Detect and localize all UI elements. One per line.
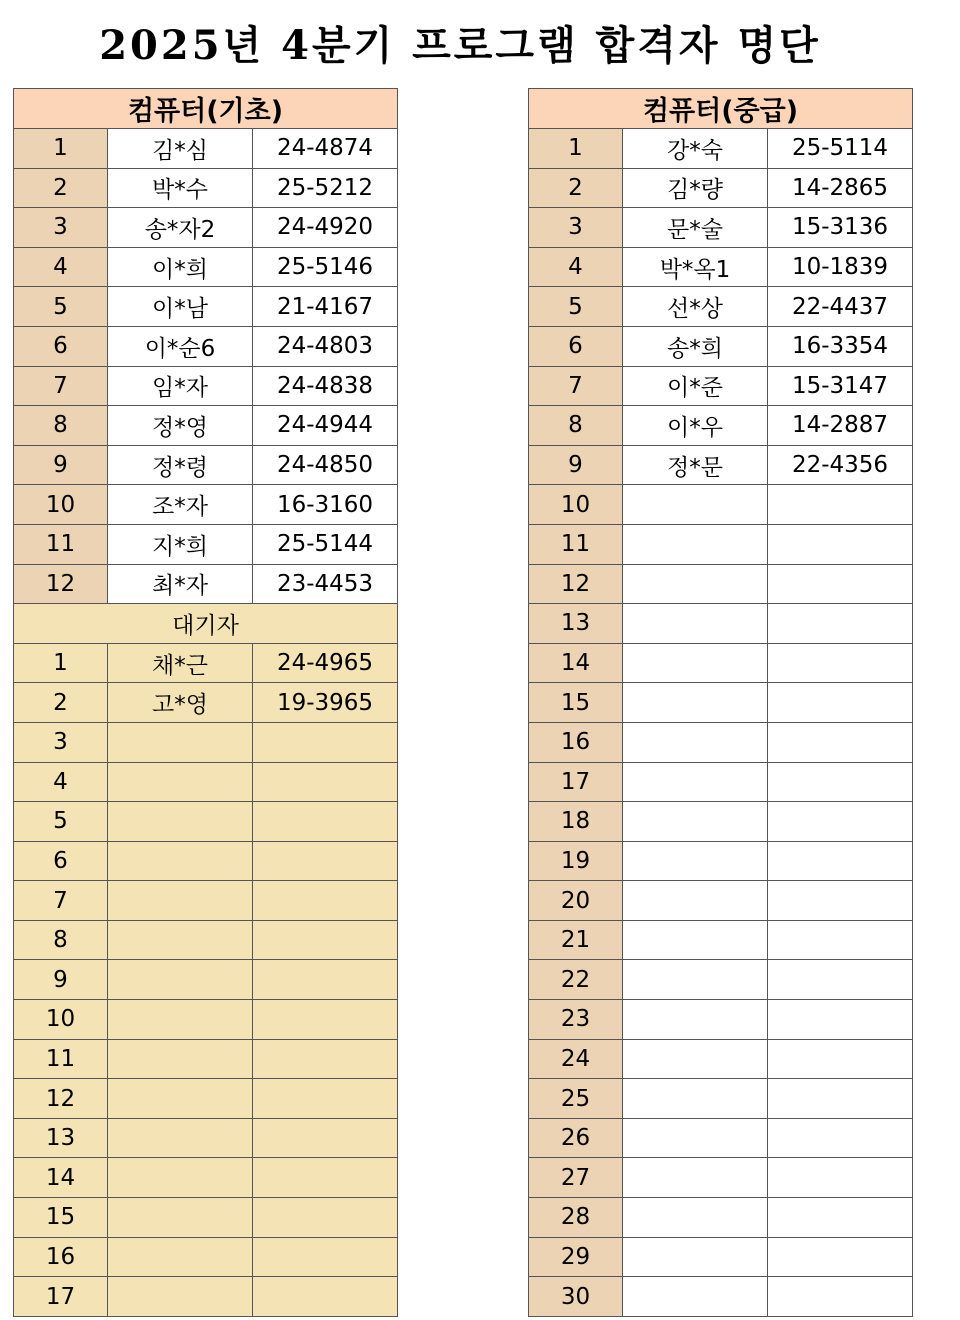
member-id: 22-4356: [768, 445, 913, 485]
member-id: 24-4850: [253, 445, 398, 485]
table-row: [14, 1198, 398, 1238]
applicant-name: [623, 1237, 768, 1277]
applicant-name: [108, 1039, 253, 1079]
table-row: [14, 247, 398, 287]
table-row: [529, 1237, 913, 1277]
basic-class-table: [13, 88, 398, 1317]
table-row: [529, 564, 913, 604]
member-id: [768, 1079, 913, 1119]
applicant-name: 박*옥1: [623, 247, 768, 287]
applicant-name: 선*상: [623, 287, 768, 327]
table-row: [14, 1039, 398, 1079]
applicant-name: [108, 1118, 253, 1158]
row-number: 15: [529, 683, 623, 723]
table-row: [529, 604, 913, 644]
applicant-name: 송*자2: [108, 208, 253, 248]
applicant-name: 김*량: [623, 168, 768, 208]
member-id: [253, 1158, 398, 1198]
table-row: [529, 1079, 913, 1119]
applicant-name: 정*영: [108, 406, 253, 446]
member-id: [253, 1277, 398, 1317]
row-number: 14: [14, 1158, 108, 1198]
member-id: [768, 1000, 913, 1040]
member-id: 24-4965: [253, 643, 398, 683]
member-id: [253, 1118, 398, 1158]
table-row: [529, 881, 913, 921]
applicant-name: [623, 920, 768, 960]
row-number: 12: [14, 564, 108, 604]
basic-class-heading: 컴퓨터(기초): [14, 89, 398, 129]
row-number: 10: [14, 1000, 108, 1040]
member-id: [768, 1118, 913, 1158]
table-row: [14, 366, 398, 406]
member-id: 24-4944: [253, 406, 398, 446]
member-id: 16-3354: [768, 326, 913, 366]
row-number: 4: [14, 247, 108, 287]
table-row: [14, 920, 398, 960]
row-number: 6: [14, 841, 108, 881]
applicant-name: 고*영: [108, 683, 253, 723]
member-id: [253, 1000, 398, 1040]
member-id: [768, 920, 913, 960]
row-number: 25: [529, 1079, 623, 1119]
table-row: [14, 326, 398, 366]
row-number: 12: [14, 1079, 108, 1119]
member-id: [768, 1277, 913, 1317]
table-row: [529, 524, 913, 564]
member-id: 15-3136: [768, 208, 913, 248]
member-id: 15-3147: [768, 366, 913, 406]
table-row: [14, 1000, 398, 1040]
member-id: 10-1839: [768, 247, 913, 287]
member-id: [768, 841, 913, 881]
applicant-name: [623, 1158, 768, 1198]
row-number: 13: [14, 1118, 108, 1158]
member-id: [253, 722, 398, 762]
table-row: [529, 683, 913, 723]
table-row: [14, 1237, 398, 1277]
table-row: [529, 1277, 913, 1317]
applicant-name: [623, 1118, 768, 1158]
applicant-name: 강*숙: [623, 129, 768, 169]
table-row: [529, 287, 913, 327]
table-row: [14, 168, 398, 208]
applicant-name: [623, 1277, 768, 1317]
applicant-name: [108, 1198, 253, 1238]
row-number: 4: [529, 247, 623, 287]
intermediate-class-heading: 컴퓨터(중급): [529, 89, 913, 129]
table-row: [529, 1118, 913, 1158]
applicant-name: [108, 960, 253, 1000]
table-row: [14, 445, 398, 485]
applicant-name: 임*자: [108, 366, 253, 406]
row-number: 16: [14, 1237, 108, 1277]
row-number: 6: [529, 326, 623, 366]
applicant-name: [623, 564, 768, 604]
table-row: [14, 1158, 398, 1198]
applicant-name: [623, 1039, 768, 1079]
row-number: 11: [529, 524, 623, 564]
applicant-name: [623, 762, 768, 802]
table-row: [529, 406, 913, 446]
applicant-name: [623, 1079, 768, 1119]
applicant-name: 채*근: [108, 643, 253, 683]
table-row: [14, 802, 398, 842]
table-row: [529, 168, 913, 208]
table-row: [14, 722, 398, 762]
table-row: [529, 920, 913, 960]
row-number: 3: [14, 722, 108, 762]
row-number: 10: [529, 485, 623, 525]
row-number: 16: [529, 722, 623, 762]
applicant-name: 이*남: [108, 287, 253, 327]
row-number: 17: [529, 762, 623, 802]
member-id: [768, 683, 913, 723]
applicant-name: 김*심: [108, 129, 253, 169]
member-id: 24-4920: [253, 208, 398, 248]
applicant-name: [623, 604, 768, 644]
row-number: 2: [14, 168, 108, 208]
table-row: [14, 960, 398, 1000]
member-id: [768, 1237, 913, 1277]
member-id: [768, 1158, 913, 1198]
row-number: 27: [529, 1158, 623, 1198]
row-number: 8: [14, 406, 108, 446]
row-number: 5: [14, 287, 108, 327]
member-id: [253, 1198, 398, 1238]
applicant-name: [108, 802, 253, 842]
row-number: 6: [14, 326, 108, 366]
table-row: [529, 960, 913, 1000]
member-id: [768, 524, 913, 564]
row-number: 4: [14, 762, 108, 802]
row-number: 1: [529, 129, 623, 169]
table-row: [14, 287, 398, 327]
row-number: 5: [14, 802, 108, 842]
member-id: [768, 604, 913, 644]
member-id: [253, 920, 398, 960]
row-number: 19: [529, 841, 623, 881]
applicant-name: [623, 1198, 768, 1238]
applicant-name: [108, 1079, 253, 1119]
applicant-name: 지*희: [108, 524, 253, 564]
member-id: [253, 762, 398, 802]
member-id: 21-4167: [253, 287, 398, 327]
applicant-name: [623, 683, 768, 723]
member-id: 19-3965: [253, 683, 398, 723]
applicant-name: [108, 1237, 253, 1277]
row-number: 23: [529, 1000, 623, 1040]
row-number: 8: [529, 406, 623, 446]
applicant-name: 정*문: [623, 445, 768, 485]
table-row: [14, 881, 398, 921]
member-id: [253, 802, 398, 842]
row-number: 20: [529, 881, 623, 921]
applicant-name: [623, 960, 768, 1000]
applicant-name: [623, 1000, 768, 1040]
applicant-name: 정*령: [108, 445, 253, 485]
row-number: 8: [14, 920, 108, 960]
applicant-name: [108, 1158, 253, 1198]
member-id: [768, 722, 913, 762]
table-row: [529, 208, 913, 248]
table-row: [529, 445, 913, 485]
applicant-name: [623, 802, 768, 842]
row-number: 2: [529, 168, 623, 208]
applicant-name: 송*희: [623, 326, 768, 366]
row-number: 21: [529, 920, 623, 960]
applicant-name: [623, 485, 768, 525]
applicant-name: [108, 881, 253, 921]
applicant-name: [108, 920, 253, 960]
member-id: 25-5114: [768, 129, 913, 169]
row-number: 1: [14, 643, 108, 683]
row-number: 30: [529, 1277, 623, 1317]
applicant-name: [623, 881, 768, 921]
member-id: 14-2887: [768, 406, 913, 446]
member-id: 16-3160: [253, 485, 398, 525]
member-id: 24-4874: [253, 129, 398, 169]
member-id: 25-5144: [253, 524, 398, 564]
row-number: 7: [14, 881, 108, 921]
member-id: 24-4838: [253, 366, 398, 406]
row-number: 9: [529, 445, 623, 485]
member-id: [768, 802, 913, 842]
row-number: 5: [529, 287, 623, 327]
member-id: [768, 960, 913, 1000]
member-id: 24-4803: [253, 326, 398, 366]
row-number: 22: [529, 960, 623, 1000]
row-number: 3: [529, 208, 623, 248]
table-row: [14, 1118, 398, 1158]
row-number: 9: [14, 445, 108, 485]
row-number: 7: [14, 366, 108, 406]
applicant-name: [108, 762, 253, 802]
applicant-name: 이*준: [623, 366, 768, 406]
row-number: 2: [14, 683, 108, 723]
member-id: [768, 881, 913, 921]
row-number: 11: [14, 1039, 108, 1079]
table-row: [529, 802, 913, 842]
table-row: [14, 524, 398, 564]
table-row: [14, 683, 398, 723]
applicant-name: 최*자: [108, 564, 253, 604]
table-row: [14, 762, 398, 802]
waitlist-heading: 대기자: [14, 604, 398, 644]
applicant-name: [623, 722, 768, 762]
member-id: [253, 841, 398, 881]
member-id: 14-2865: [768, 168, 913, 208]
table-row: [14, 841, 398, 881]
applicant-name: [108, 722, 253, 762]
member-id: [253, 1079, 398, 1119]
table-row: [529, 485, 913, 525]
table-row: [529, 1000, 913, 1040]
table-row: [529, 722, 913, 762]
table-row: [529, 366, 913, 406]
member-id: [768, 485, 913, 525]
table-row: [529, 643, 913, 683]
row-number: 18: [529, 802, 623, 842]
member-id: 22-4437: [768, 287, 913, 327]
row-number: 1: [14, 129, 108, 169]
member-id: [253, 960, 398, 1000]
applicant-name: [623, 841, 768, 881]
member-id: [253, 881, 398, 921]
member-id: [253, 1039, 398, 1079]
table-row: [14, 643, 398, 683]
row-number: 24: [529, 1039, 623, 1079]
row-number: 11: [14, 524, 108, 564]
row-number: 29: [529, 1237, 623, 1277]
applicant-name: 이*순6: [108, 326, 253, 366]
applicant-name: [623, 643, 768, 683]
applicant-name: 이*희: [108, 247, 253, 287]
row-number: 28: [529, 1198, 623, 1238]
row-number: 12: [529, 564, 623, 604]
row-number: 9: [14, 960, 108, 1000]
member-id: [768, 564, 913, 604]
table-row: [14, 485, 398, 525]
row-number: 17: [14, 1277, 108, 1317]
member-id: [768, 1198, 913, 1238]
applicant-name: [108, 1277, 253, 1317]
table-row: [529, 1039, 913, 1079]
member-id: [768, 762, 913, 802]
table-row: [14, 129, 398, 169]
row-number: 14: [529, 643, 623, 683]
member-id: [768, 1039, 913, 1079]
table-row: [529, 841, 913, 881]
applicant-name: 이*우: [623, 406, 768, 446]
applicant-name: 박*수: [108, 168, 253, 208]
row-number: 26: [529, 1118, 623, 1158]
row-number: 13: [529, 604, 623, 644]
table-row: [529, 129, 913, 169]
member-id: 25-5146: [253, 247, 398, 287]
intermediate-class-table: [528, 88, 913, 1317]
applicant-name: 조*자: [108, 485, 253, 525]
table-row: [14, 564, 398, 604]
table-row: [14, 406, 398, 446]
member-id: [768, 643, 913, 683]
member-id: 25-5212: [253, 168, 398, 208]
applicant-name: 문*술: [623, 208, 768, 248]
table-row: [14, 208, 398, 248]
row-number: 3: [14, 208, 108, 248]
table-row: [529, 326, 913, 366]
table-row: [14, 1277, 398, 1317]
table-row: [529, 1158, 913, 1198]
row-number: 7: [529, 366, 623, 406]
page-title: 2025년 4분기 프로그램 합격자 명단: [99, 22, 821, 69]
table-row: [529, 762, 913, 802]
applicant-name: [108, 841, 253, 881]
row-number: 15: [14, 1198, 108, 1238]
applicant-name: [108, 1000, 253, 1040]
table-row: [14, 1079, 398, 1119]
member-id: 23-4453: [253, 564, 398, 604]
table-row: [529, 1198, 913, 1238]
member-id: [253, 1237, 398, 1277]
row-number: 10: [14, 485, 108, 525]
table-row: [529, 247, 913, 287]
applicant-name: [623, 524, 768, 564]
